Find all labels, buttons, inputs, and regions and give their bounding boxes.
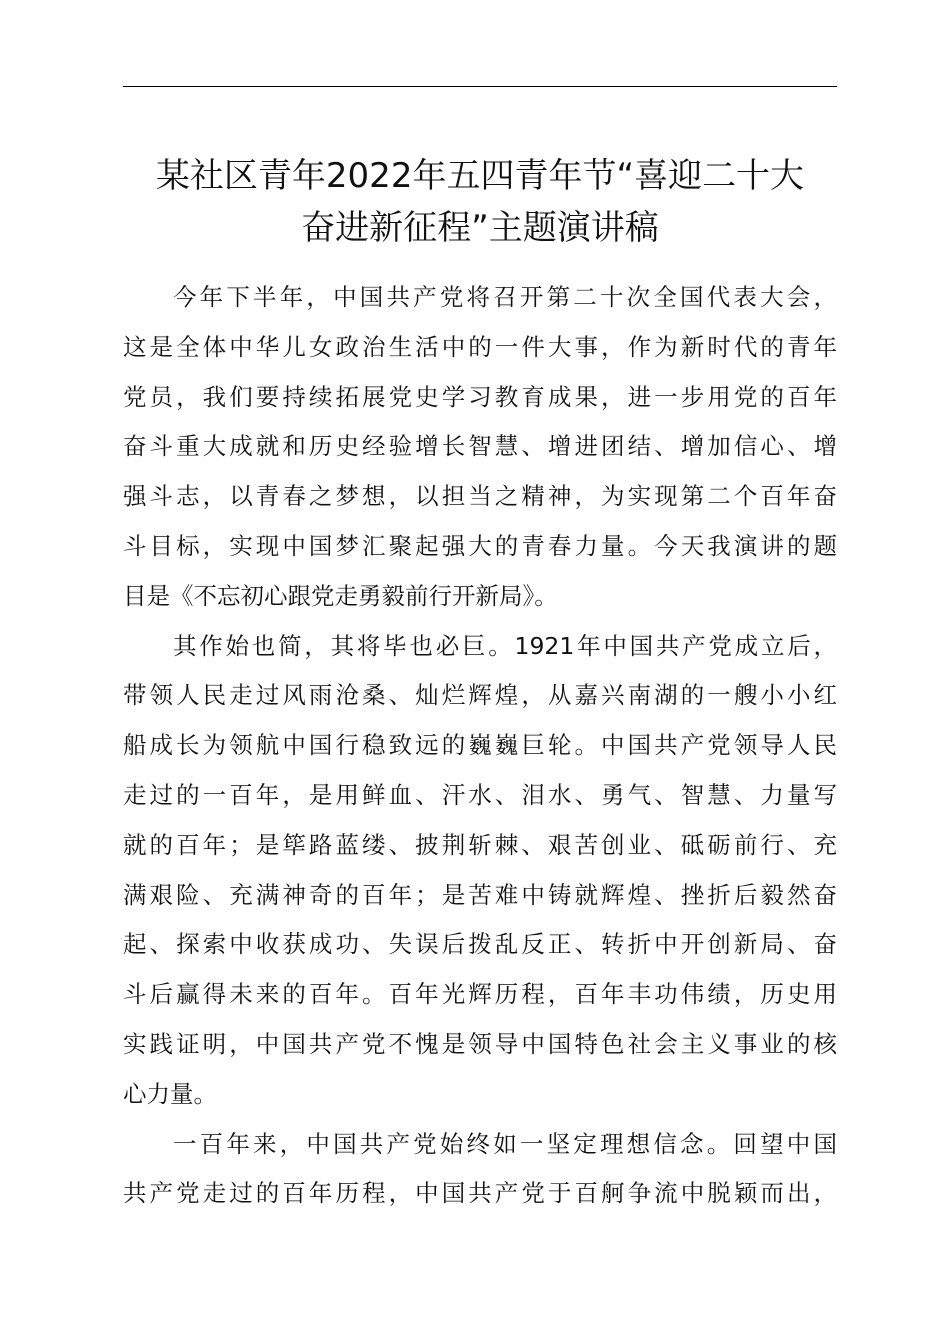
document-body [123, 273, 837, 1219]
paragraph-line: 满艰险、充满神奇的百年；是苦难中铸就辉煌、挫折后毅然奋 [123, 880, 837, 909]
paragraph-2 [123, 622, 837, 1120]
paragraph-line: 船成长为领航中国行稳致远的巍巍巨轮。中国共产党领导人民 [123, 731, 837, 760]
paragraph-line: 斗后赢得未来的百年。百年光辉历程，百年丰功伟绩，历史用 [123, 980, 837, 1009]
paragraph-line: 带领人民走过风雨沧桑、灿烂辉煌，从嘉兴南湖的一艘小小红 [123, 681, 837, 710]
header-rule [123, 86, 837, 87]
paragraph-3 [123, 1120, 837, 1220]
paragraph-line: 心力量。 [123, 1079, 217, 1108]
paragraph-1 [123, 273, 837, 622]
paragraph-line: 就的百年；是筚路蓝缕、披荆斩棘、艰苦创业、砥砺前行、充 [123, 830, 837, 859]
paragraph-line: 一百年来，中国共产党始终如一坚定理想信念。回望中国 [173, 1129, 837, 1158]
paragraph-line: 今年下半年，中国共产党将召开第二十次全国代表大会， [173, 283, 837, 311]
paragraph-line: 其作始也简，其将毕也必巨。1921年中国共产党成立后， [173, 631, 837, 660]
paragraph-line: 党员，我们要持续拓展党史学习教育成果，进一步用党的百年 [123, 382, 837, 411]
paragraph-line: 奋斗重大成就和历史经验增长智慧、增进团结、增加信心、增 [123, 432, 837, 461]
paragraph-line: 共产党走过的百年历程，中国共产党于百舸争流中脱颖而出， [123, 1179, 837, 1208]
paragraph-line: 斗目标，实现中国梦汇聚起强大的青春力量。今天我演讲的题 [123, 531, 837, 560]
paragraph-line: 起、探索中收获成功、失误后拨乱反正、转折中开创新局、奋 [123, 930, 837, 959]
title-line-1: 某社区青年2022年五四青年节“喜迎二十大 [155, 156, 805, 196]
paragraph-line: 强斗志，以青春之梦想，以担当之精神，为实现第二个百年奋 [123, 482, 837, 511]
paragraph-line: 走过的一百年，是用鲜血、汗水、泪水、勇气、智慧、力量写 [123, 780, 837, 809]
paragraph-line: 目是《不忘初心跟党走勇毅前行开新局》。 [123, 581, 558, 610]
paragraph-line: 实践证明，中国共产党不愧是领导中国特色社会主义事业的核 [123, 1029, 837, 1058]
paragraph-line: 这是全体中华儿女政治生活中的一件大事，作为新时代的青年 [123, 332, 837, 361]
title-line-2: 奋进新征程”主题演讲稿 [301, 208, 659, 248]
document-title [110, 150, 850, 254]
